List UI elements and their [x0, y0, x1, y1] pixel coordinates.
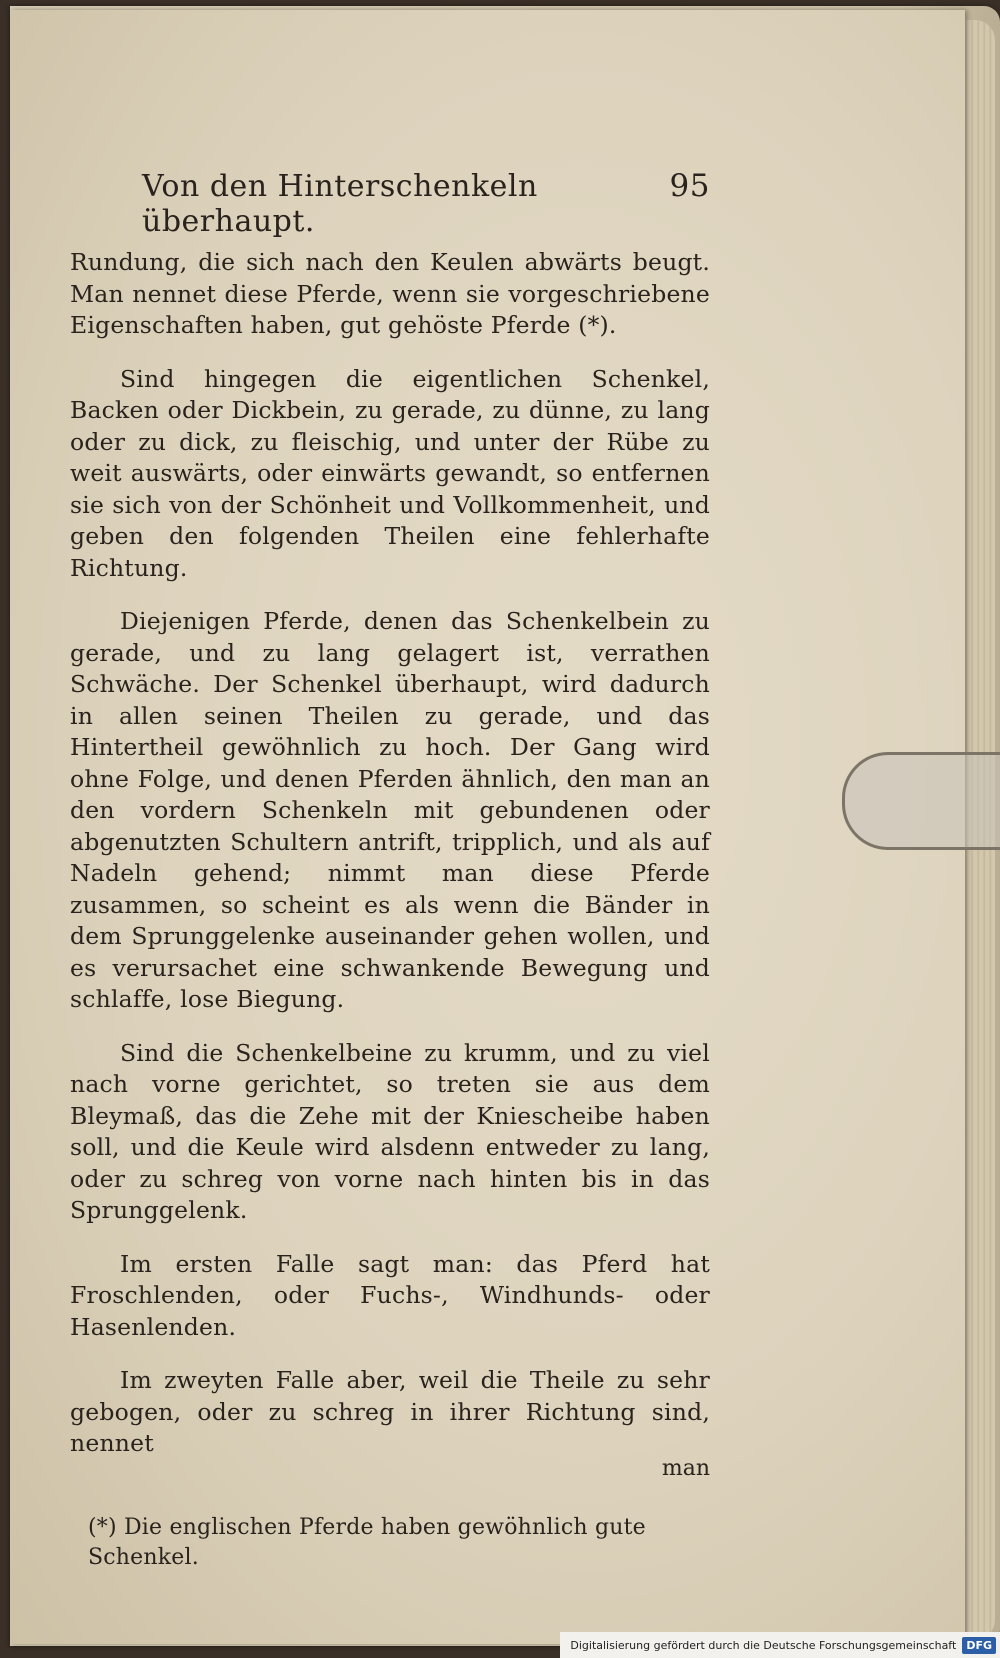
paragraph: Sind die Schenkelbeine zu krumm, und zu viel nach vorne gerichtet, so treten sie aus dem Bleymaß, das die Zehe mit der Kniescheibe haben soll, und die Keule wird alsdenn entweder zu lang, oder zu schreg von vorne nach hinten bis in das Sprunggelenk. [70, 1038, 710, 1224]
paper-clip [842, 752, 1000, 850]
paragraph: Diejenigen Pferde, denen das Schenkelbein zu gerade, und zu lang gelagert ist, verrathen Schwäche. Der Schenkel überhaupt, wird dadurch in allen seinen Theilen zu gerade, und das Hintertheil gewöhnlich zu hoch. Der Gang wird ohne Folge, und denen Pferden ähnlich, den man an den vordern Schenkeln mit gebundenen oder abgenutzten Schultern antrift, tripplich, und als auf Nadeln gehend; nimmt man diese Pferde zusammen, so scheint es als wenn die Bänder in dem Sprunggelenke auseinander gehen wollen, und es verursachet eine schwankende Bewegung und schlaffe, lose Biegung. [70, 607, 710, 1013]
footnote: (*) Die englischen Pferde haben gewöhnlich gute Schenkel. [88, 1514, 646, 1570]
digitization-credit: Digitalisierung gefördert durch die Deutsche Forschungsgemeinschaft [570, 1638, 957, 1652]
catchword: man [661, 1455, 710, 1481]
dfg-logo-icon: DFG [962, 1637, 996, 1654]
running-head-title: Von den Hinterschenkeln überhaupt. [142, 169, 538, 239]
digitization-credit-bar [560, 1632, 1000, 1658]
running-head [142, 168, 710, 239]
paragraph: Im ersten Falle sagt man: das Pferd hat Froschlenden, oder Fuchs-, Windhunds- oder Hasenlenden. [70, 1249, 710, 1341]
page-text [70, 168, 710, 1573]
page-number: 95 [669, 168, 710, 204]
paragraph: Rundung, die sich nach den Keulen abwärts beugt. Man nennet diese Pferde, wenn sie vorgeschriebene Eigenschaften haben, gut gehöste Pferde (*). [70, 248, 710, 339]
paragraph: Im zweyten Falle aber, weil die Theile zu sehr gebogen, oder zu schreg in ihrer Richtung sind, nennet [70, 1366, 710, 1457]
paragraph: Sind hingegen die eigentlichen Schenkel, Backen oder Dickbein, zu gerade, zu dünne, zu lang oder zu dick, zu fleischig, und unter der Rübe zu weit auswärts, oder einwärts gewandt, so entfernen sie sich von der Schönheit und Vollkommenheit, und geben den folgenden Theilen eine fehlerhafte Richtung. [70, 364, 710, 582]
